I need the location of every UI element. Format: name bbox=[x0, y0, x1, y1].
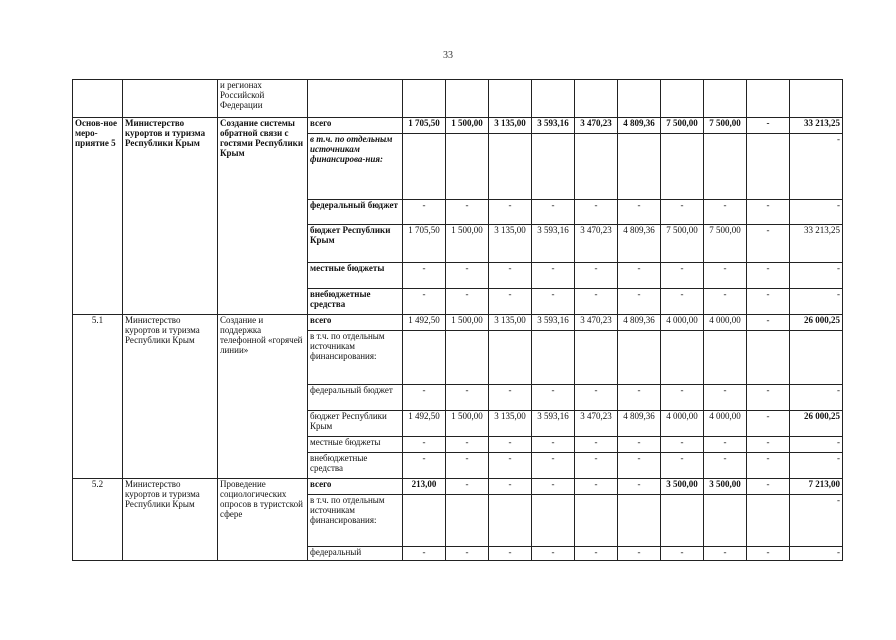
budget-table bbox=[72, 79, 843, 561]
value-cell: - bbox=[489, 547, 532, 561]
measure-name-cell: Создание системы обратной связи с гостями Республики Крым bbox=[218, 118, 308, 315]
value-cell: - bbox=[532, 289, 575, 315]
value-cell: - bbox=[618, 547, 661, 561]
sum-cell: - bbox=[790, 495, 843, 547]
value-cell: - bbox=[403, 289, 446, 315]
value-cell: - bbox=[403, 547, 446, 561]
source-label: бюджет Республики Крым bbox=[308, 411, 403, 437]
sum-cell: - bbox=[790, 263, 843, 289]
value-cell: 4 000,00 bbox=[661, 315, 704, 331]
value-cell: - bbox=[747, 437, 790, 453]
value-cell: 4 809,36 bbox=[618, 315, 661, 331]
sum-cell: 33 213,25 bbox=[790, 118, 843, 134]
value-cell: - bbox=[446, 479, 489, 495]
value-cell: - bbox=[661, 437, 704, 453]
value-cell: - bbox=[747, 411, 790, 437]
value-cell: 3 593,16 bbox=[532, 411, 575, 437]
sum-cell: - bbox=[790, 453, 843, 479]
value-cell: - bbox=[403, 200, 446, 225]
value-cell: - bbox=[489, 385, 532, 411]
value-cell: 1 705,50 bbox=[403, 118, 446, 134]
value-cell: - bbox=[403, 437, 446, 453]
sum-cell: - bbox=[790, 289, 843, 315]
value-cell: 7 500,00 bbox=[704, 225, 747, 263]
value-cell: - bbox=[704, 263, 747, 289]
value-cell: 3 135,00 bbox=[489, 225, 532, 263]
source-label: всего bbox=[308, 479, 403, 495]
value-cell: - bbox=[532, 385, 575, 411]
source-label: федеральный бюджет bbox=[308, 200, 403, 225]
value-cell: - bbox=[661, 289, 704, 315]
value-cell: - bbox=[575, 437, 618, 453]
value-cell: - bbox=[446, 289, 489, 315]
value-cell: 3 593,16 bbox=[532, 118, 575, 134]
source-label: федеральный бюджет bbox=[308, 385, 403, 411]
value-cell: 4 809,36 bbox=[618, 411, 661, 437]
value-cell: 3 500,00 bbox=[704, 479, 747, 495]
value-cell: 7 500,00 bbox=[661, 225, 704, 263]
value-cell: - bbox=[661, 263, 704, 289]
measure-name-cell: Создание и поддержка телефонной «горячей линии» bbox=[218, 315, 308, 479]
value-cell: - bbox=[661, 453, 704, 479]
source-label: внебюджетные средства bbox=[308, 453, 403, 479]
value-cell: - bbox=[747, 289, 790, 315]
value-cell: - bbox=[704, 200, 747, 225]
value-cell: - bbox=[489, 289, 532, 315]
value-cell: - bbox=[704, 547, 747, 561]
value-cell: - bbox=[575, 385, 618, 411]
source-label: в т.ч. по отдельным источникам финансирования: bbox=[308, 495, 403, 547]
table-row bbox=[73, 315, 843, 331]
value-cell: - bbox=[618, 289, 661, 315]
value-cell: 3 470,23 bbox=[575, 411, 618, 437]
value-cell: - bbox=[747, 263, 790, 289]
executor-cell: Министерство курортов и туризма Республики Крым bbox=[123, 315, 218, 479]
sum-cell: - bbox=[790, 385, 843, 411]
value-cell: - bbox=[446, 385, 489, 411]
value-cell: - bbox=[747, 118, 790, 134]
code-cell: 5.1 bbox=[73, 315, 123, 479]
value-cell: - bbox=[661, 385, 704, 411]
value-cell: - bbox=[489, 200, 532, 225]
value-cell: 4 000,00 bbox=[704, 411, 747, 437]
value-cell: - bbox=[747, 547, 790, 561]
source-label: в т.ч. по отдельным источникам финансирова-ния: bbox=[308, 134, 403, 200]
value-cell: - bbox=[575, 200, 618, 225]
value-cell: - bbox=[446, 547, 489, 561]
value-cell: 3 470,23 bbox=[575, 118, 618, 134]
sum-cell: - bbox=[790, 437, 843, 453]
code-cell: 5.2 bbox=[73, 479, 123, 561]
value-cell: - bbox=[446, 263, 489, 289]
value-cell: - bbox=[575, 547, 618, 561]
value-cell: 1 500,00 bbox=[446, 315, 489, 331]
table-row bbox=[73, 80, 843, 118]
value-cell: 4 000,00 bbox=[661, 411, 704, 437]
value-cell: - bbox=[403, 453, 446, 479]
value-cell: 4 000,00 bbox=[704, 315, 747, 331]
value-cell: - bbox=[704, 289, 747, 315]
value-cell: 1 500,00 bbox=[446, 225, 489, 263]
value-cell: - bbox=[618, 200, 661, 225]
value-cell: - bbox=[532, 263, 575, 289]
page-number: 33 bbox=[443, 50, 453, 61]
source-label: местные бюджеты bbox=[308, 263, 403, 289]
value-cell: 4 809,36 bbox=[618, 225, 661, 263]
value-cell: - bbox=[489, 263, 532, 289]
value-cell: 3 593,16 bbox=[532, 225, 575, 263]
value-cell: - bbox=[661, 200, 704, 225]
value-cell: - bbox=[446, 437, 489, 453]
value-cell: 1 492,50 bbox=[403, 411, 446, 437]
code-cell: Основ-ное меро-приятие 5 bbox=[73, 118, 123, 315]
source-label: местные бюджеты bbox=[308, 437, 403, 453]
value-cell: 7 500,00 bbox=[661, 118, 704, 134]
value-cell: 3 500,00 bbox=[661, 479, 704, 495]
value-cell: - bbox=[489, 453, 532, 479]
value-cell: - bbox=[747, 315, 790, 331]
program-name-cell: и регионах Российской Федерации bbox=[218, 80, 308, 118]
source-label: всего bbox=[308, 315, 403, 331]
value-cell: - bbox=[575, 263, 618, 289]
source-label: всего bbox=[308, 118, 403, 134]
value-cell: 1 500,00 bbox=[446, 118, 489, 134]
source-label: бюджет Республики Крым bbox=[308, 225, 403, 263]
value-cell: - bbox=[704, 453, 747, 479]
value-cell: 4 809,36 bbox=[618, 118, 661, 134]
value-cell: 7 500,00 bbox=[704, 118, 747, 134]
value-cell: - bbox=[747, 453, 790, 479]
value-cell: - bbox=[747, 385, 790, 411]
value-cell: - bbox=[403, 263, 446, 289]
sum-cell: - bbox=[790, 134, 843, 200]
value-cell: 3 470,23 bbox=[575, 225, 618, 263]
value-cell: - bbox=[747, 479, 790, 495]
value-cell: 3 135,00 bbox=[489, 118, 532, 134]
value-cell: - bbox=[532, 200, 575, 225]
value-cell: - bbox=[532, 479, 575, 495]
value-cell: 1 705,50 bbox=[403, 225, 446, 263]
value-cell: - bbox=[403, 385, 446, 411]
value-cell: - bbox=[532, 437, 575, 453]
value-cell: 3 135,00 bbox=[489, 411, 532, 437]
value-cell: - bbox=[489, 437, 532, 453]
value-cell: - bbox=[618, 385, 661, 411]
value-cell: - bbox=[661, 547, 704, 561]
value-cell: - bbox=[618, 479, 661, 495]
value-cell: - bbox=[618, 263, 661, 289]
value-cell: 3 135,00 bbox=[489, 315, 532, 331]
value-cell: - bbox=[575, 479, 618, 495]
value-cell: - bbox=[489, 479, 532, 495]
sum-cell: 26 000,25 bbox=[790, 411, 843, 437]
table-row bbox=[73, 118, 843, 134]
value-cell: - bbox=[747, 225, 790, 263]
sum-cell: - bbox=[790, 547, 843, 561]
value-cell: - bbox=[532, 547, 575, 561]
value-cell: 1 492,50 bbox=[403, 315, 446, 331]
value-cell: - bbox=[575, 453, 618, 479]
value-cell: 213,00 bbox=[403, 479, 446, 495]
value-cell: - bbox=[747, 200, 790, 225]
value-cell: - bbox=[618, 437, 661, 453]
sum-cell: 7 213,00 bbox=[790, 479, 843, 495]
value-cell: 3 470,23 bbox=[575, 315, 618, 331]
source-label: в т.ч. по отдельным источникам финансирования: bbox=[308, 331, 403, 385]
value-cell: - bbox=[704, 385, 747, 411]
sum-cell: - bbox=[790, 200, 843, 225]
value-cell: 1 500,00 bbox=[446, 411, 489, 437]
executor-cell: Министерство курортов и туризма Республики Крым bbox=[123, 479, 218, 561]
sum-cell: 26 000,25 bbox=[790, 315, 843, 331]
source-label: федеральный bbox=[308, 547, 403, 561]
sum-cell bbox=[790, 331, 843, 385]
value-cell: 3 593,16 bbox=[532, 315, 575, 331]
sum-cell: 33 213,25 bbox=[790, 225, 843, 263]
value-cell: - bbox=[446, 200, 489, 225]
value-cell: - bbox=[532, 453, 575, 479]
source-label: внебюджетные средства bbox=[308, 289, 403, 315]
value-cell: - bbox=[704, 437, 747, 453]
measure-name-cell: Проведение социологических опросов в туристской сфере bbox=[218, 479, 308, 561]
table-row bbox=[73, 479, 843, 495]
value-cell: - bbox=[618, 453, 661, 479]
executor-cell: Министерство курортов и туризма Республики Крым bbox=[123, 118, 218, 315]
value-cell: - bbox=[446, 453, 489, 479]
value-cell: - bbox=[575, 289, 618, 315]
